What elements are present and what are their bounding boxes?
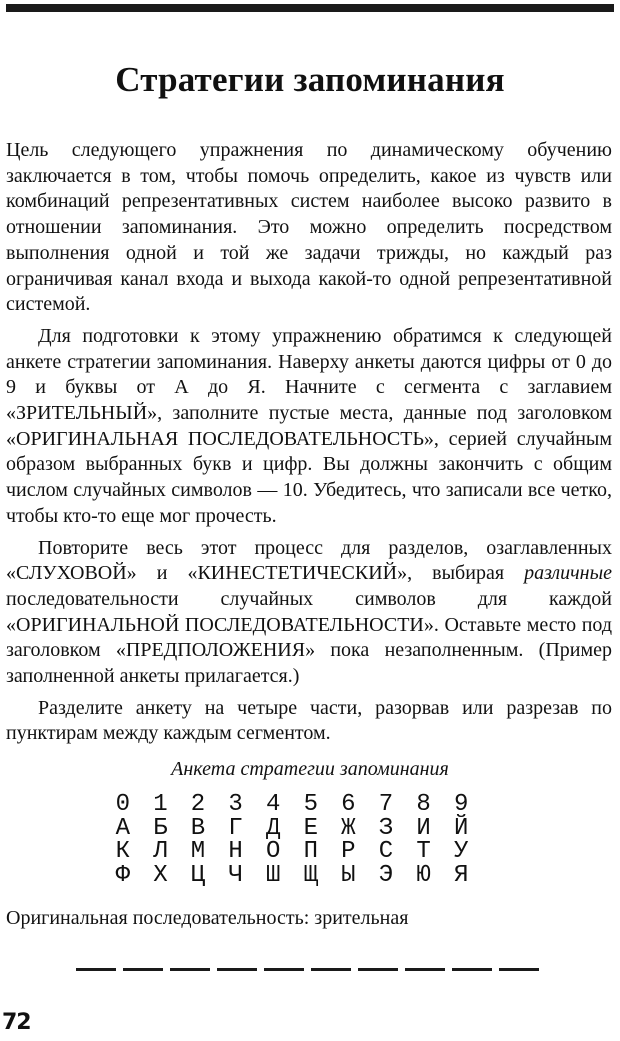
- grid-cell: Э: [378, 861, 394, 889]
- grid-cell: В: [190, 814, 206, 842]
- paragraph-3-italic: различные: [524, 562, 612, 585]
- blank-lines: [76, 968, 539, 971]
- grid-cell: О: [265, 838, 281, 865]
- blank-line: [123, 968, 163, 971]
- grid-cell: 4: [265, 791, 281, 818]
- grid-cell: М: [190, 838, 206, 865]
- paragraph-4: Разделите анкету на четыре части, разорвав или разрезав по пунктирам между каждым сегментом.: [6, 696, 612, 745]
- grid-row: [104, 793, 480, 817]
- grid-cell: Ю: [416, 861, 431, 889]
- grid-cell: К: [115, 838, 130, 865]
- grid-cell: П: [303, 838, 318, 865]
- grid-cell: Ж: [341, 814, 356, 842]
- grid-cell: А: [115, 814, 130, 842]
- grid-cell: Ц: [190, 861, 206, 889]
- grid-cell: 6: [341, 791, 356, 818]
- form-caption: Анкета стратегии запоминания: [171, 758, 449, 780]
- grid-cell: Л: [153, 838, 168, 865]
- grid-cell: Т: [416, 838, 431, 865]
- grid-row: [104, 861, 480, 889]
- grid-cell: 9: [453, 791, 469, 818]
- page-number: 72: [2, 1010, 31, 1035]
- top-rule: [6, 4, 614, 12]
- grid-cell: Г: [228, 814, 243, 842]
- blank-line: [311, 968, 351, 971]
- grid-cell: Й: [453, 814, 469, 842]
- grid-cell: Ч: [228, 861, 243, 889]
- blank-line: [452, 968, 492, 971]
- grid-cell: 1: [153, 791, 168, 818]
- blank-line: [405, 968, 445, 971]
- blank-line: [358, 968, 398, 971]
- paragraph-3: [6, 536, 612, 690]
- grid-cell: 8: [416, 791, 431, 818]
- grid-cell: И: [416, 814, 431, 842]
- sequence-label: Оригинальная последовательность: зрительная: [6, 907, 409, 929]
- grid-cell: Ы: [341, 861, 356, 889]
- grid-cell: Щ: [303, 861, 318, 889]
- grid-cell: 3: [228, 791, 243, 818]
- grid-cell: 2: [190, 791, 206, 818]
- grid-cell: З: [378, 814, 394, 842]
- grid-cell: Б: [153, 814, 168, 842]
- paragraph-3-start: Повторите весь этот процесс для разделов, озаглавленных «СЛУХОВОЙ» и «КИНЕСТЕТИЧЕСКИЙ», выбирая: [6, 536, 612, 585]
- grid-cell: 0: [115, 791, 130, 818]
- blank-line: [170, 968, 210, 971]
- blank-line: [499, 968, 539, 971]
- grid-cell: С: [378, 838, 394, 865]
- grid-row: [104, 840, 480, 864]
- grid-cell: Р: [341, 838, 356, 865]
- blank-line: [217, 968, 257, 971]
- blank-line: [264, 968, 304, 971]
- body-text: [6, 138, 612, 753]
- grid-cell: Д: [265, 814, 281, 842]
- grid-cell: 5: [303, 791, 318, 818]
- grid-row: [104, 814, 480, 842]
- page-title: Стратегии запоминания: [115, 60, 505, 99]
- grid-cell: Ф: [115, 861, 130, 889]
- grid-cell: 7: [378, 791, 394, 818]
- paragraph-3-end: последовательности случайных символов для каждой «ОРИГИНАЛЬНОЙ ПОСЛЕДОВАТЕЛЬНОСТИ». Оставьте место под заголовком «ПРЕДПОЛОЖЕНИЯ» пока незаполненным. (Пример заполненной анкеты прилагается.): [6, 587, 612, 688]
- grid-cell: Ш: [265, 861, 281, 889]
- grid-cell: У: [453, 838, 469, 865]
- grid-cell: Я: [453, 861, 469, 889]
- symbol-grid: [104, 793, 480, 887]
- grid-cell: Е: [303, 814, 318, 842]
- grid-cell: Н: [228, 838, 243, 865]
- paragraph-2: Для подготовки к этому упражнению обратимся к следующей анкете стратегии запоминания. Наверху анкеты даются цифры от 0 до 9 и буквы от А до Я. Начните с сегмента с заглавием «ЗРИТЕЛЬНЫЙ», заполните пустые места, данные под заголовком «ОРИГИНАЛЬНАЯ ПОСЛЕДОВАТЕЛЬНОСТЬ», серией случайным образом выбранных букв и цифр. Вы должны закончить с общим числом случайных символов — 10. Убедитесь, что записали все четко, чтобы кто-то еще мог прочесть.: [6, 324, 612, 527]
- paragraph-1: Цель следующего упражнения по динамическому обучению заключается в том, чтобы помочь определить, какое из чувств или комбинаций репрезентативных систем наиболее высоко развито в отношении запоминания. Это можно определить посредством выполнения одной и той же задачи трижды, но каждый раз ограничивая канал входа и выхода какой-то одной репрезентативной системой.: [6, 139, 612, 316]
- grid-cell: Х: [153, 861, 168, 889]
- blank-line: [76, 968, 116, 971]
